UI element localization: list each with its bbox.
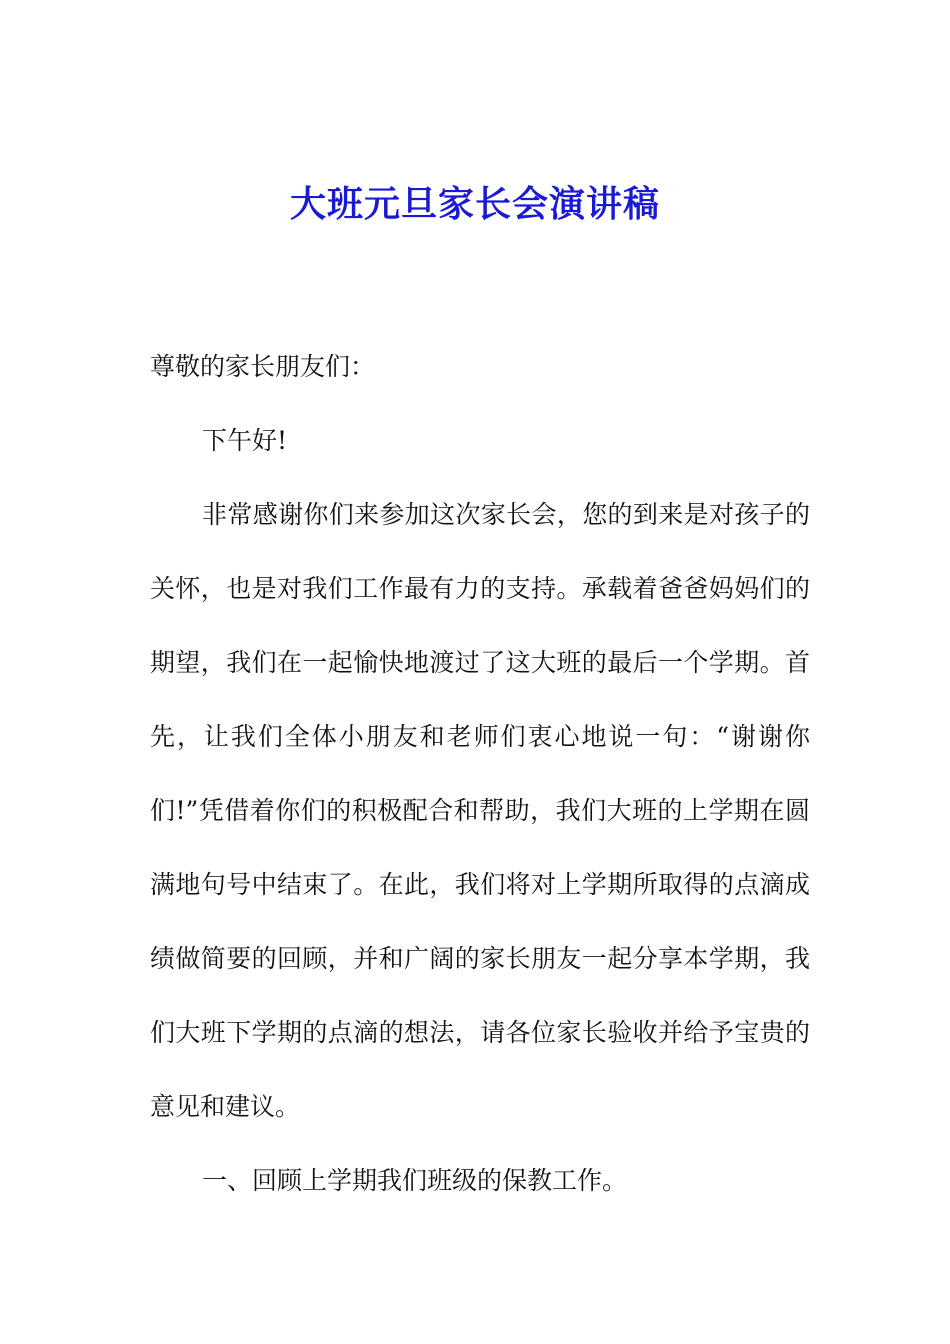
salutation: 尊敬的家长朋友们： [150, 352, 376, 381]
body-paragraph: 非常感谢你们来参加这次家长会，您的到来是对孩子的关怀，也是对我们工作最有力的支持。承载着爸爸妈妈们的期望，我们在一起愉快地渡过了这大班的最后一个学期。首先，让我们全体小朋友和老师们衷心地说一句：“谢谢你们!”凭借着你们的积极配合和帮助，我们大班的上学期在圆满地句号中结束了。在此，我们将对上学期所取得的点滴成绩做简要的回顾，并和广阔的家长朋友一起分享本学期，我们大班下学期的点滴的想法，请各位家长验收并给予宝贵的意见和建议。 [150, 500, 810, 1121]
greeting: 下午好! [202, 426, 288, 455]
document-body [150, 330, 810, 1218]
section-heading: 一、回顾上学期我们班级的保教工作。 [202, 1166, 628, 1195]
document-title: 大班元旦家长会演讲稿 [289, 183, 660, 225]
